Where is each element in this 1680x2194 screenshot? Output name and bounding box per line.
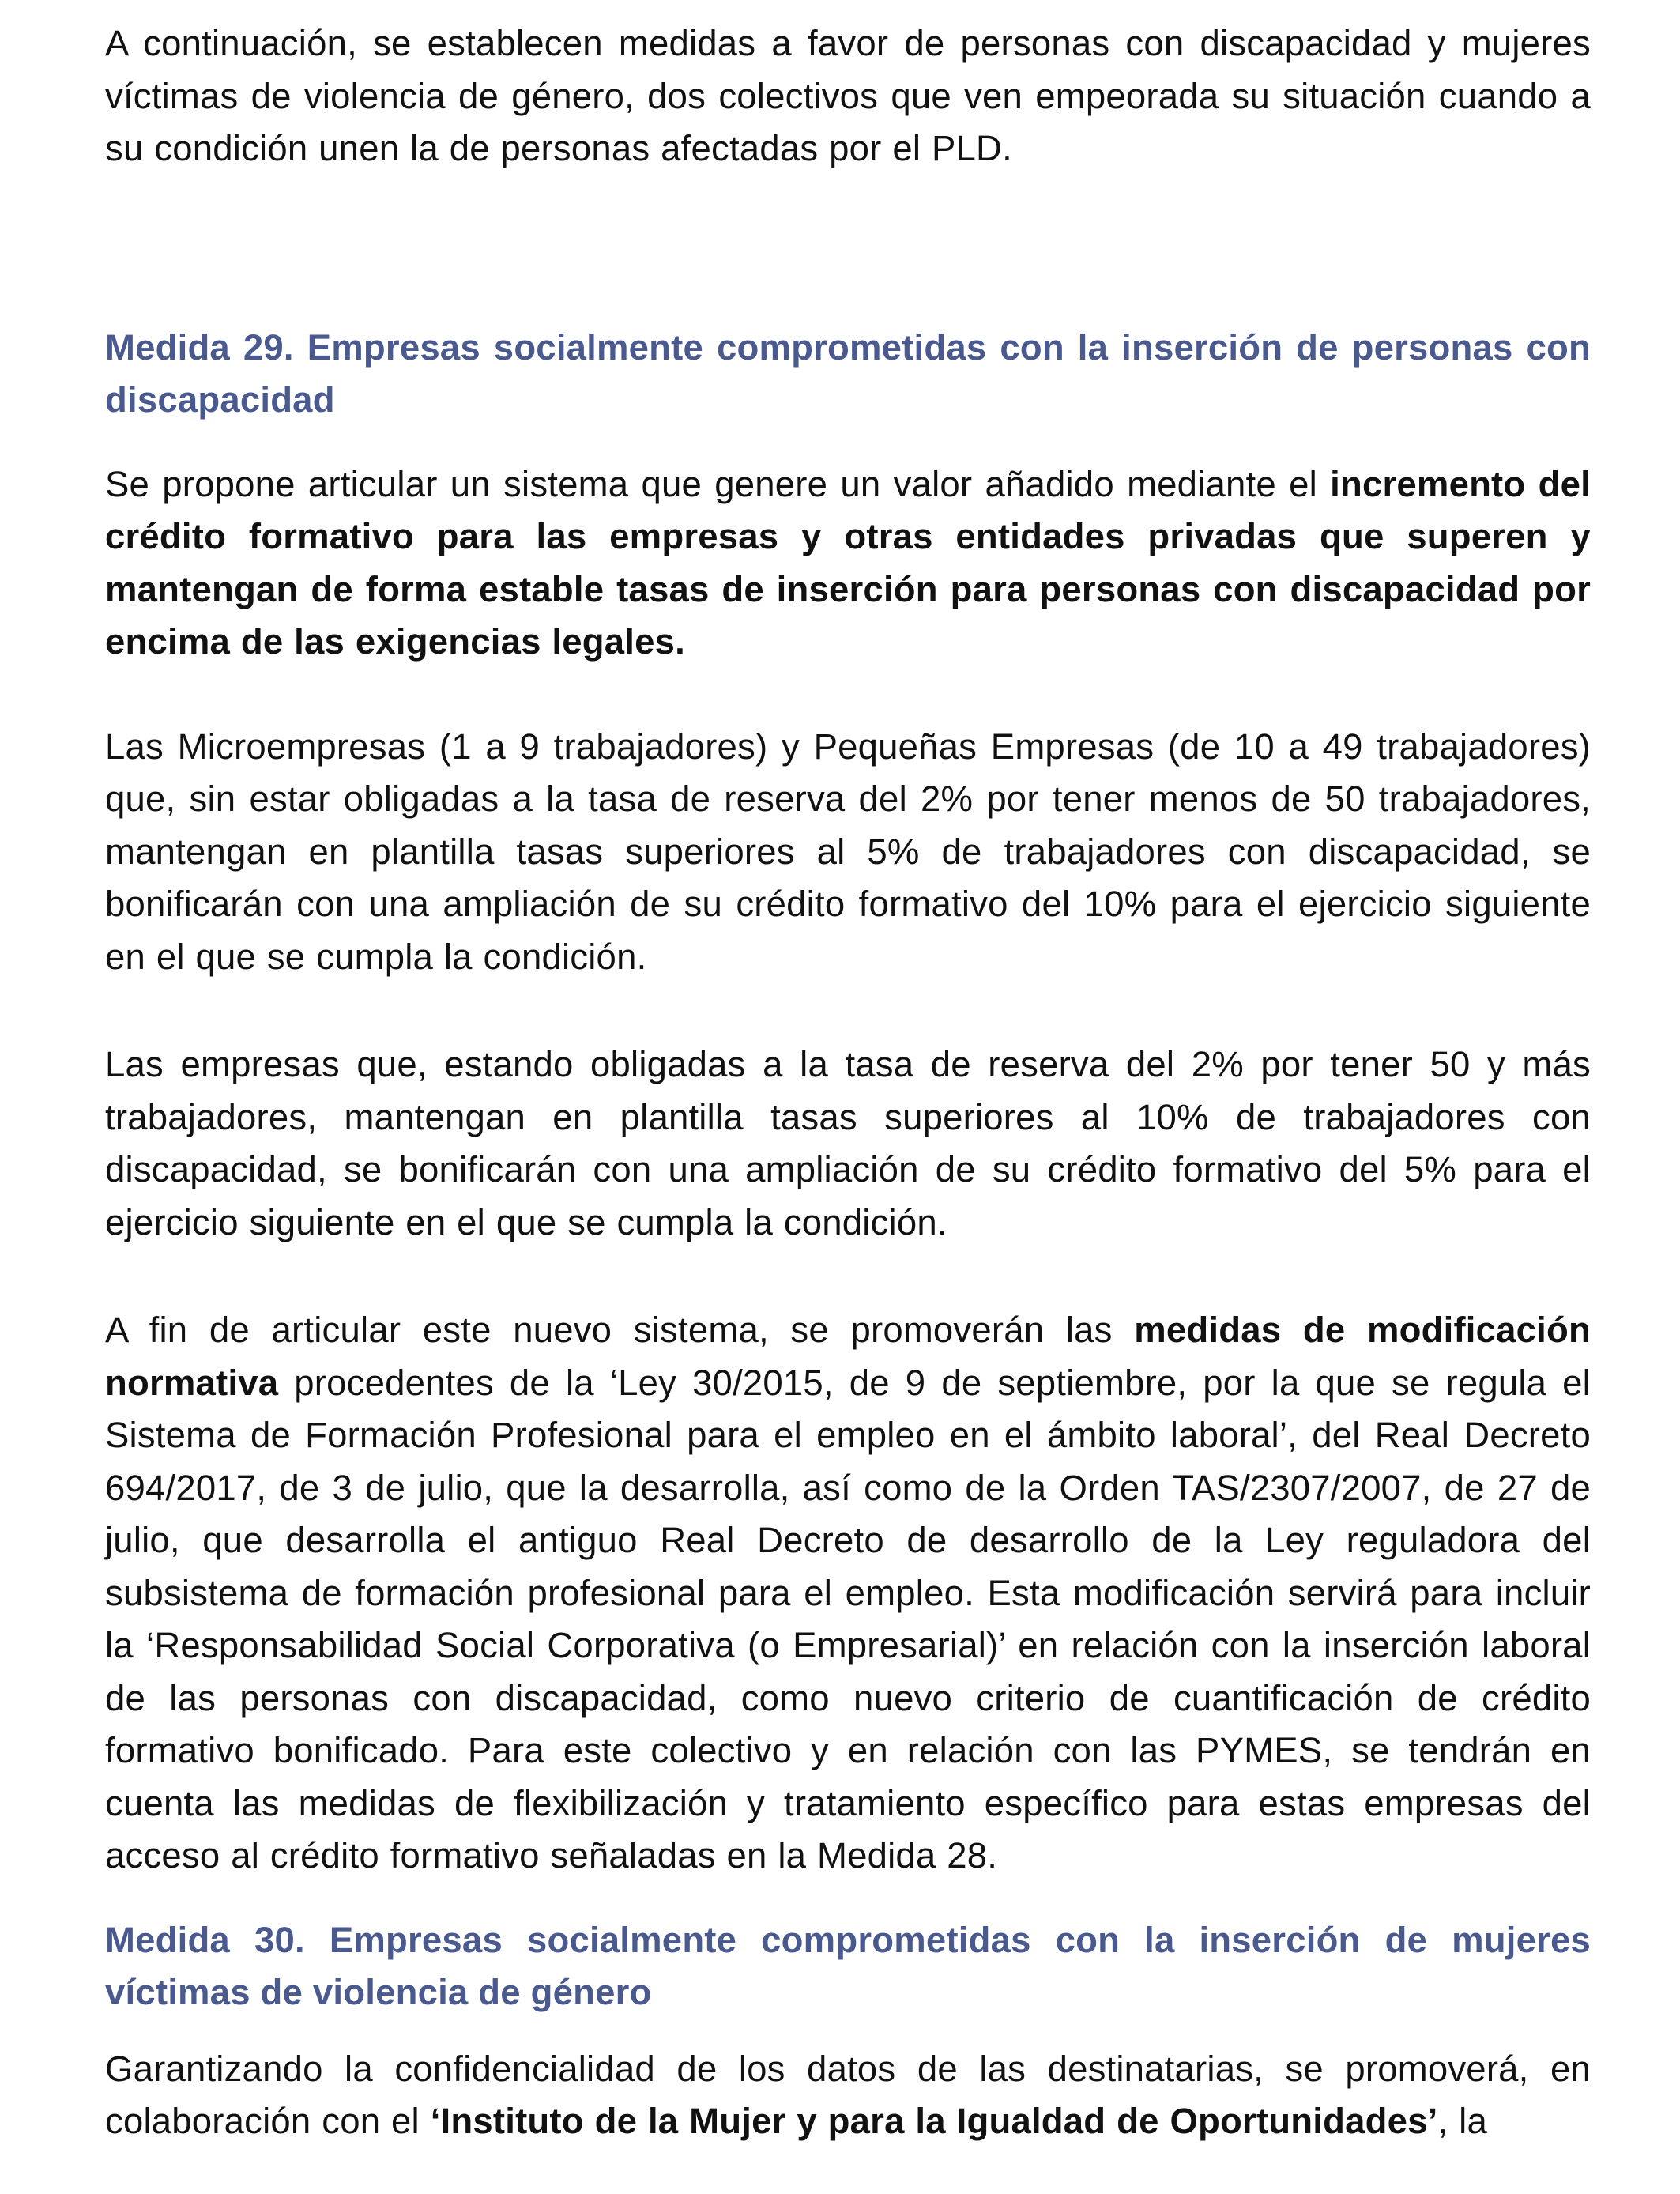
- medida-29-paragraph-4-bold: medidas de modificación normativa: [105, 1310, 1591, 1403]
- medida-29-paragraph-3: Las empresas que, estando obligadas a la tasa de reserva del 2% por tener 50 y más trabajadores, mantengan en plantilla tasas superiores al 10% de trabajadores con discapacidad, se bonificarán con una ampliación de su crédito formativo del 5% para el ejercicio siguiente en el que se cumpla la condición.: [105, 1044, 1591, 1242]
- medida-29-paragraph-1-text: Se propone articular un sistema que genere un valor añadido mediante el: [105, 463, 1331, 504]
- medida-29-heading: Medida 29. Empresas socialmente comprometidas con la inserción de personas con discapacidad: [105, 326, 1591, 420]
- medida-29-paragraph-4-text-b: procedentes de la ‘Ley 30/2015, de 9 de septiembre, por la que se regula el Sistema de Formación Profesional para el empleo en el ámbito laboral’, del Real Decreto 694/2017, de 3 de julio, que la desarrolla, así como de la Orden TAS/2307/2007, de 27 de julio, que desarrolla el antiguo Real Decreto de desarrollo de la Ley reguladora del subsistema de formación profesional para el empleo. Esta modificación servirá para incluir la ‘Responsabilidad Social Corporativa (o Empresarial)’ en relación con la inserción laboral de las personas con discapacidad, como nuevo criterio de cuantificación de crédito formativo bonificado. Para este colectivo y en relación con las PYMES, se tendrán en cuenta las medidas de flexibilización y tratamiento específico para estas empresas del acceso al crédito formativo señaladas en la Medida 28.: [105, 1362, 1591, 1875]
- medida-29-paragraph-2: Las Microempresas (1 a 9 trabajadores) y Pequeñas Empresas (de 10 a 49 trabajadores) que, sin estar obligadas a la tasa de reserva del 2% por tener menos de 50 trabajadores, mantengan en plantilla tasas superiores al 5% de trabajadores con discapacidad, se bonificarán con una ampliación de su crédito formativo del 10% para el ejercicio siguiente en el que se cumpla la condición.: [105, 726, 1591, 977]
- medida-30-paragraph-1-text-a: Garantizando la confidencialidad de los datos de las destinatarias, se promoverá, en colaboración con el: [105, 2048, 1591, 2141]
- document-page: [105, 17, 1591, 2148]
- medida-29-paragraph-1: [105, 458, 1591, 669]
- medida-30-paragraph-1-text-b: , la: [1437, 2101, 1487, 2141]
- medida-29-paragraph-4-text-a: A fin de articular este nuevo sistema, se promoverán las: [105, 1310, 1135, 1350]
- medida-30-paragraph-1-bold: ‘Instituto de la Mujer y para la Igualdad de Oportunidades’: [430, 2101, 1438, 2141]
- medida-29-paragraph-4: [105, 1304, 1591, 1883]
- medida-30-paragraph-1: [105, 2043, 1591, 2148]
- medida-30-heading: Medida 30. Empresas socialmente comprometidas con la inserción de mujeres víctimas de violencia de género: [105, 1919, 1591, 2012]
- intro-paragraph: A continuación, se establecen medidas a favor de personas con discapacidad y mujeres víctimas de violencia de género, dos colectivos que ven empeorada su situación cuando a su condición unen la de personas afectadas por el PLD.: [105, 23, 1591, 168]
- medida-29-paragraph-1-bold: incremento del crédito formativo para las empresas y otras entidades privadas que superen y mantengan de forma estable tasas de inserción para personas con discapacidad por encima de las exigencias legales.: [105, 463, 1591, 662]
